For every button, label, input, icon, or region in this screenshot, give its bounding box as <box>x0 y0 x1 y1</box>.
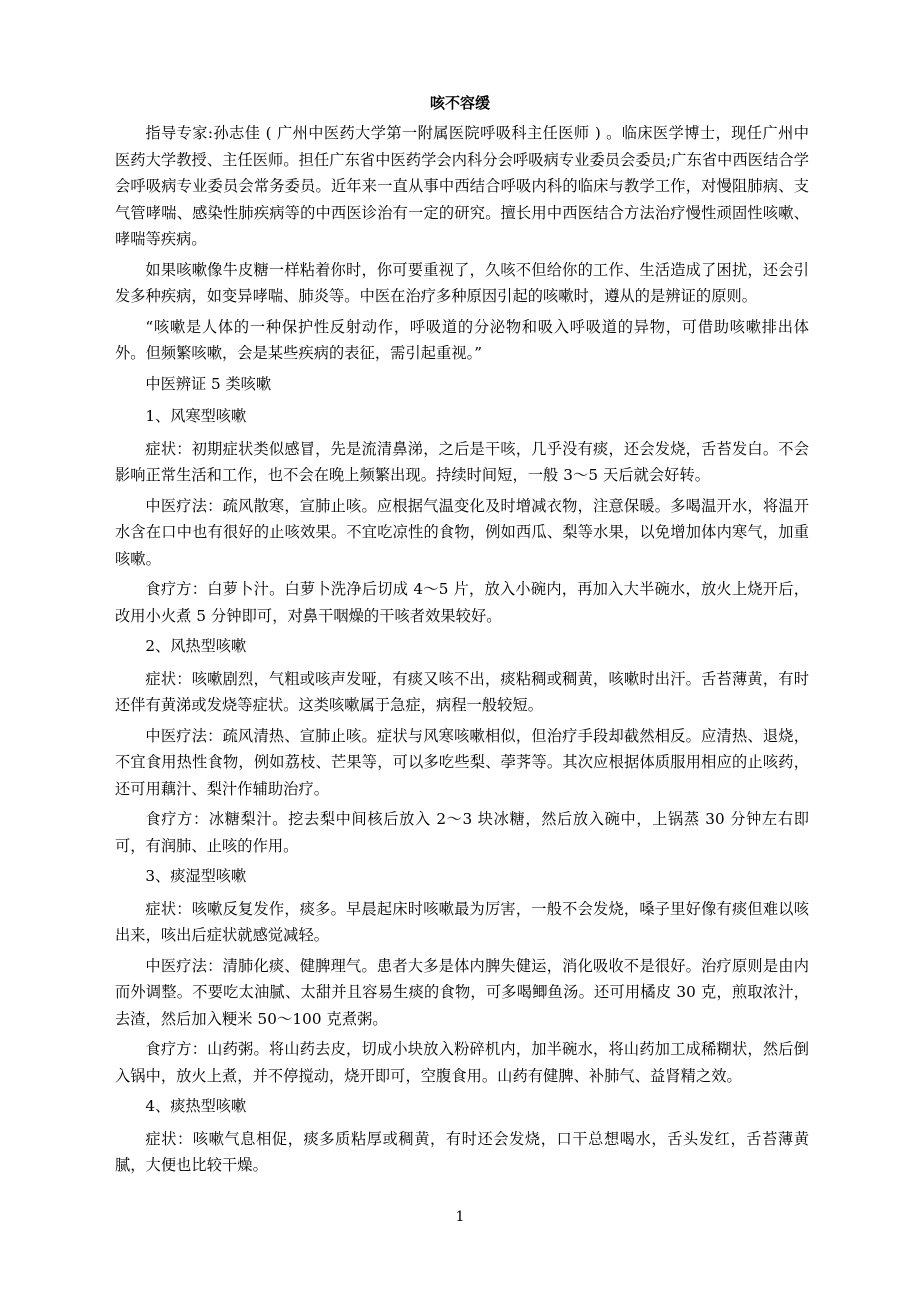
quote-paragraph: “咳嗽是人体的一种保护性反射动作，呼吸道的分泌物和吸入呼吸道的异物，可借助咳嗽排出体外。但频繁咳嗽，会是某些疾病的表征，需引起重视。” <box>115 317 809 362</box>
document-body <box>115 120 809 1183</box>
subsection-heading-wind-cold: 1、风寒型咳嗽 <box>145 407 247 425</box>
subsection-heading-phlegm-damp: 3、痰湿型咳嗽 <box>145 867 247 885</box>
expert-intro-paragraph: 指导专家:孙志佳 ( 广州中医药大学第一附属医院呼吸科主任医师 ) 。临床医学博士，现任广州中医药大学教授、主任医师。担任广东省中医药学会内科分会呼吸病专业委员会委员;广东省中西医结合学会呼吸病专业委员会常务委员。近年来一直从事中西结合呼吸内科的临床与教学工作，对慢阻肺病、支气管哮喘、感染性肺疾病等的中西医诊治有一定的研究。擅长用中西医结合方法治疗慢性顽固性咳嗽、哮喘等疾病。 <box>115 124 809 248</box>
treatment-paragraph: 中医疗法：清肺化痰、健脾理气。患者大多是体内脾失健运，消化吸收不是很好。治疗原则是由内而外调整。不要吃太油腻、太甜并且容易生痰的食物，可多喝鲫鱼汤。还可用橘皮 30 克，煎取浓汁，去渣，然后加入粳米 50～100 克煮粥。 <box>115 956 809 1028</box>
subsection-heading-wind-heat: 2、风热型咳嗽 <box>145 637 247 655</box>
page-number: 1 <box>455 1209 465 1225</box>
document-title: 咳不容缓 <box>429 94 490 112</box>
symptom-paragraph: 症状：咳嗽反复发作，痰多。早晨起床时咳嗽最为厉害，一般不会发烧，嗓子里好像有痰但难以咳出来，咳出后症状就感觉减轻。 <box>115 899 809 944</box>
symptom-paragraph: 症状：咳嗽剧烈，气粗或咳声发哑，有痰又咳不出，痰粘稠或稠黄，咳嗽时出汗。舌苔薄黄，有时还伴有黄涕或发烧等症状。这类咳嗽属于急症，病程一般较短。 <box>115 669 809 714</box>
symptom-paragraph: 症状：咳嗽气息相促，痰多质粘厚或稠黄，有时还会发烧，口干总想喝水，舌头发红，舌苔薄黄腻，大便也比较干燥。 <box>115 1129 809 1174</box>
subsection-heading-phlegm-heat: 4、痰热型咳嗽 <box>145 1097 247 1115</box>
symptom-paragraph: 症状：初期症状类似感冒，先是流清鼻涕，之后是干咳，几乎没有痰，还会发烧，舌苔发白。不会影响正常生活和工作，也不会在晚上频繁出现。持续时间短，一般 3～5 天后就会好转。 <box>115 439 809 484</box>
treatment-paragraph: 中医疗法：疏风散寒，宣肺止咳。应根据气温变化及时增减衣物，注意保暖。多喝温开水，将温开水含在口中也有很好的止咳效果。不宜吃凉性的食物，例如西瓜、梨等水果，以免增加体内寒气，加重咳嗽。 <box>115 496 809 568</box>
intro-paragraph: 如果咳嗽像牛皮糖一样粘着你时，你可要重视了，久咳不但给你的工作、生活造成了困扰，还会引发多种疾病，如变异哮喘、肺炎等。中医在治疗多种原因引起的咳嗽时，遵从的是辨证的原则。 <box>115 260 809 305</box>
treatment-paragraph: 中医疗法：疏风清热、宣肺止咳。症状与风寒咳嗽相似，但治疗手段却截然相反。应清热、退烧，不宜食用热性食物，例如荔枝、芒果等，可以多吃些梨、荸荠等。其次应根据体质服用相应的止咳药，还可用藕汁、梨汁作辅助治疗。 <box>115 726 809 798</box>
section-heading: 中医辨证 5 类咳嗽 <box>145 374 272 393</box>
diet-paragraph: 食疗方：山药粥。将山药去皮，切成小块放入粉碎机内，加半碗水，将山药加工成稀糊状，然后倒入锅中，放火上煮，并不停搅动，烧开即可，空腹食用。山药有健脾、补肺气、益肾精之效。 <box>115 1040 809 1085</box>
diet-paragraph: 食疗方：冰糖梨汁。挖去梨中间核后放入 2～3 块冰糖，然后放入碗中，上锅蒸 30 分钟左右即可，有润肺、止咳的作用。 <box>115 810 809 855</box>
diet-paragraph: 食疗方：白萝卜汁。白萝卜洗净后切成 4～5 片，放入小碗内，再加入大半碗水，放火上烧开后，改用小火煮 5 分钟即可，对鼻干咽燥的干咳者效果较好。 <box>115 580 809 625</box>
